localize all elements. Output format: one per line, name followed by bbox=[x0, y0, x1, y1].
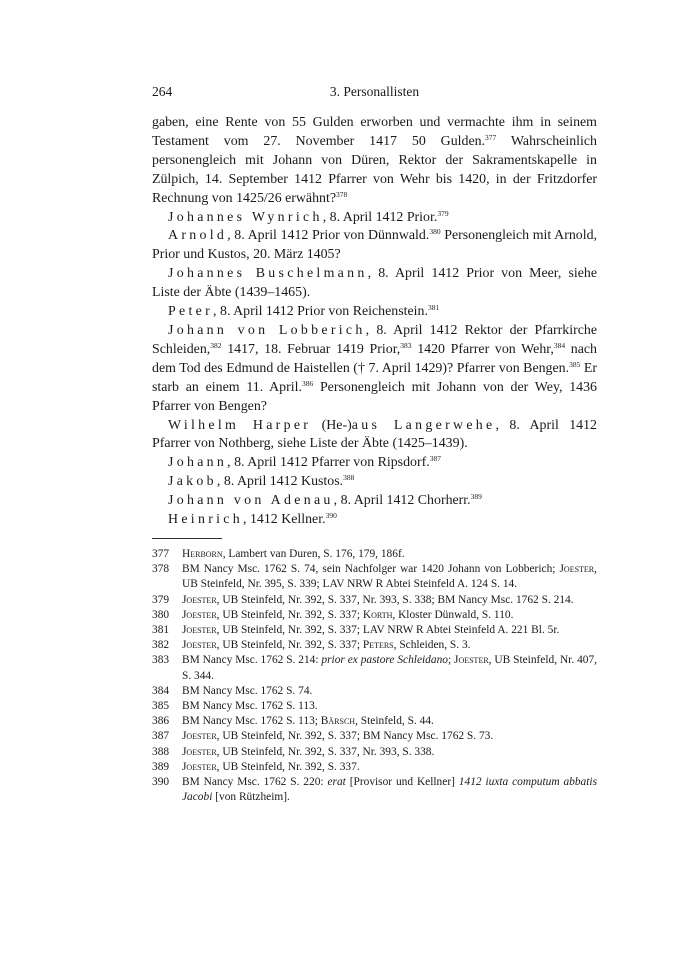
footnote-ref: 390 bbox=[325, 511, 337, 521]
text-run: ; bbox=[447, 654, 455, 667]
text-run: BM Nancy Msc. 1762 S. 74, sein Nachfolger war 1420 Johann von Lobberich; bbox=[182, 563, 560, 576]
footnote-389 bbox=[152, 760, 597, 775]
text-run: , 8. April 1412 Prior von Reichenstein. bbox=[213, 304, 428, 320]
author-name: Joester bbox=[182, 593, 217, 606]
person-name: Heinrich bbox=[168, 512, 243, 528]
main-text bbox=[152, 114, 597, 530]
text-run: , Lambert van Duren, S. 176, 179, 186f. bbox=[222, 547, 405, 560]
footnote-390 bbox=[152, 775, 597, 805]
footnote-ref: 382 bbox=[210, 340, 222, 350]
footnote-number: 381 bbox=[152, 623, 170, 636]
text-run: Er starb an einem 11. April. bbox=[152, 360, 597, 395]
text-run: , UB Steinfeld, Nr. 407, S. 344. bbox=[182, 654, 598, 682]
footnote-383 bbox=[152, 653, 597, 683]
text-run: , 8. April 1412 Kustos. bbox=[216, 474, 344, 490]
person-name: Johann von Lobberich bbox=[168, 322, 366, 338]
author-name: Joester bbox=[182, 760, 217, 773]
author-name: Joester bbox=[182, 745, 217, 758]
person-name: Johann von Adenau bbox=[168, 493, 334, 509]
text-run: gaben, eine Rente von 55 Gulden erworben und vermachte ihm in seinem Testament vom 27. November 1417 50 Gulden. bbox=[152, 115, 597, 149]
footnote-388 bbox=[152, 745, 597, 760]
footnote-number: 386 bbox=[152, 715, 170, 728]
text-run: 1417, 18. Februar 1419 Prior, bbox=[221, 341, 401, 357]
footnote-ref: 377 bbox=[485, 132, 497, 142]
person-name: Arnold bbox=[168, 228, 228, 244]
footnote-ref: 383 bbox=[400, 340, 412, 350]
text-run: , Schleiden, S. 3. bbox=[393, 639, 471, 652]
footnote-ref: 378 bbox=[336, 189, 348, 199]
text-run: , UB Steinfeld, Nr. 392, S. 337; BM Nancy Msc. 1762 S. 73. bbox=[216, 730, 494, 743]
entry-peter bbox=[152, 303, 597, 322]
footnote-382 bbox=[152, 638, 597, 653]
footnotes bbox=[152, 547, 597, 805]
footnote-377 bbox=[152, 547, 597, 562]
footnote-ref: 381 bbox=[427, 303, 440, 313]
author-name: Joester bbox=[182, 623, 217, 636]
text-run: Personengleich mit Johann von der Wey, 1436 Pfarrer von Bengen? bbox=[152, 379, 597, 414]
footnote-ref: 379 bbox=[437, 208, 449, 218]
footnote-ref: 387 bbox=[429, 454, 441, 464]
entry-wynrich bbox=[152, 209, 597, 228]
text-run: , UB Steinfeld, Nr. 392, S. 337; bbox=[216, 608, 363, 621]
person-name: Wilhelm Harper bbox=[168, 417, 312, 433]
footnote-number: 378 bbox=[152, 563, 170, 576]
entry-buschelmann bbox=[152, 265, 597, 303]
footnote-text bbox=[182, 775, 597, 805]
footnote-number: 387 bbox=[152, 730, 170, 743]
latin-quote: 1412 iuxta computum abbatis Jacobi bbox=[182, 775, 598, 804]
latin-quote: erat bbox=[327, 775, 346, 788]
text-run: , UB Steinfeld, Nr. 395, S. 339; LAV NRW R Abtei Steinfeld A. 124 S. 14. bbox=[182, 563, 597, 591]
text-run: [Provisor und Kellner] bbox=[345, 775, 459, 788]
text-run: , 8. April 1412 Rektor der Pfarrkirche Schleiden, bbox=[152, 322, 598, 357]
text-run: , UB Steinfeld, Nr. 392, S. 337; bbox=[216, 639, 363, 652]
text-run: , UB Steinfeld, Nr. 392, S. 337; LAV NRW R Abtei Steinfeld A. 221 Bl. 5r. bbox=[216, 623, 560, 636]
paragraph-continuation bbox=[152, 114, 597, 209]
author-name: Korth bbox=[362, 608, 393, 621]
entry-jakob bbox=[152, 473, 597, 492]
text-run: BM Nancy Msc. 1762 S. 113; bbox=[182, 715, 321, 728]
footnote-ref: 389 bbox=[470, 492, 482, 502]
entry-lobberich bbox=[152, 322, 597, 417]
footnote-number: 389 bbox=[152, 760, 170, 773]
footnote-386 bbox=[152, 714, 597, 729]
text-run: , UB Steinfeld, Nr. 392, S. 337. bbox=[216, 760, 360, 773]
person-name: Johannes Buschelmann bbox=[168, 266, 368, 282]
text-run: 1420 Pfarrer von Wehr, bbox=[411, 341, 554, 357]
footnote-number: 383 bbox=[152, 654, 170, 667]
author-name: Joester bbox=[182, 608, 217, 621]
footnote-ref: 388 bbox=[343, 473, 355, 483]
footnote-text bbox=[182, 593, 597, 608]
footnote-number: 382 bbox=[152, 639, 170, 652]
footnote-number: 379 bbox=[152, 593, 170, 606]
text-run: , 8. April 1412 Pfarrer von Ripsdorf. bbox=[227, 455, 430, 471]
text-run: , UB Steinfeld, Nr. 392, S. 337, Nr. 393, S. 338; BM Nancy Msc. 1762 S. 214. bbox=[216, 593, 574, 606]
footnote-text bbox=[182, 608, 597, 623]
footnote-text bbox=[182, 547, 597, 562]
footnote-number: 388 bbox=[152, 745, 170, 758]
person-name: aus Langerwehe bbox=[351, 417, 496, 433]
author-name: Herborn bbox=[182, 547, 223, 560]
footnote-number: 390 bbox=[152, 775, 170, 788]
text-run: nach dem Tod des Edmund de Haistellen († 7. April 1429)? Pfarrer von Bengen. bbox=[152, 341, 597, 376]
footnote-text bbox=[182, 562, 597, 592]
footnote-text bbox=[182, 760, 597, 775]
author-name: Bärsch bbox=[320, 715, 356, 728]
footnote-ref: 385 bbox=[569, 359, 581, 369]
book-page bbox=[152, 84, 597, 805]
latin-quote: prior ex pastore Schleidano bbox=[321, 654, 448, 667]
author-name: Joester bbox=[182, 730, 217, 743]
footnote-text bbox=[182, 638, 597, 653]
footnote-385 bbox=[152, 699, 597, 714]
page-header bbox=[152, 84, 597, 106]
author-name: Peters bbox=[362, 639, 394, 652]
footnote-381 bbox=[152, 623, 597, 638]
entry-adenau bbox=[152, 492, 597, 511]
author-name: Joester bbox=[454, 654, 489, 667]
text-run: (He-) bbox=[311, 417, 352, 433]
entry-arnold bbox=[152, 227, 597, 265]
footnote-text: BM Nancy Msc. 1762 S. 113. bbox=[182, 699, 318, 712]
text-run: Personengleich mit Arnold, Prior und Kustos, 20. März 1405? bbox=[152, 228, 597, 263]
text-run: , Kloster Dünwald, S. 110. bbox=[392, 608, 514, 621]
person-name: Peter bbox=[168, 304, 214, 320]
entry-heinrich bbox=[152, 511, 597, 530]
page-number: 264 bbox=[152, 84, 173, 99]
text-run: , 8. April 1412 Chorherr. bbox=[333, 493, 471, 509]
text-run: , Steinfeld, S. 44. bbox=[355, 715, 434, 728]
entry-harper bbox=[152, 417, 597, 455]
footnote-text: BM Nancy Msc. 1762 S. 74. bbox=[182, 684, 313, 697]
footnote-387 bbox=[152, 729, 597, 744]
footnote-384 bbox=[152, 684, 597, 699]
footnote-380 bbox=[152, 608, 597, 623]
entry-johann bbox=[152, 454, 597, 473]
footnote-378 bbox=[152, 562, 597, 592]
footnote-text bbox=[182, 714, 597, 729]
author-name: Joester bbox=[182, 639, 217, 652]
text-run: , 8. April 1412 Prior. bbox=[322, 209, 438, 225]
footnote-text bbox=[182, 729, 597, 744]
footnote-text bbox=[182, 745, 597, 760]
footnote-text bbox=[182, 653, 597, 683]
text-run: , 8. April 1412 Prior von Dünnwald. bbox=[227, 228, 430, 244]
text-run: , UB Steinfeld, Nr. 392, S. 337, Nr. 393, S. 338. bbox=[216, 745, 435, 758]
text-run: , 8. April 1412 Prior von Meer, siehe Liste der Äbte (1439–1465). bbox=[152, 266, 597, 301]
text-run: , 1412 Kellner. bbox=[243, 512, 326, 528]
footnote-divider bbox=[152, 538, 222, 539]
text-run: , 8. April 1412 Pfarrer von Nothberg, siehe Liste der Äbte (1425–1439). bbox=[152, 417, 598, 452]
running-title: 3. Personallisten bbox=[329, 84, 420, 99]
footnote-ref: 384 bbox=[553, 340, 566, 350]
text-run: [von Rützheim]. bbox=[212, 791, 290, 804]
text-run: Wahrscheinlich personengleich mit Johann von Düren, Rektor der Sakramentskapelle in Zülpich, 14. September 1412 Pfarrer von Wehr bis 1420, in der Fritzdorfer Rechnung von 1425/26 erwähnt? bbox=[152, 133, 597, 206]
text-run: BM Nancy Msc. 1762 S. 220: bbox=[182, 775, 328, 788]
footnote-number: 380 bbox=[152, 608, 170, 621]
footnote-number: 377 bbox=[152, 547, 170, 560]
footnote-number: 384 bbox=[152, 684, 170, 697]
footnote-text bbox=[182, 623, 597, 638]
text-run: BM Nancy Msc. 1762 S. 214: bbox=[182, 654, 322, 667]
person-name: Johannes Wynrich bbox=[168, 209, 323, 225]
person-name: Johann bbox=[168, 455, 228, 471]
footnote-number: 385 bbox=[152, 699, 170, 712]
footnote-ref: 380 bbox=[429, 227, 441, 237]
author-name: Joester bbox=[559, 563, 595, 576]
footnote-ref: 386 bbox=[301, 378, 314, 388]
footnote-379 bbox=[152, 593, 597, 608]
person-name: Jakob bbox=[168, 474, 217, 490]
